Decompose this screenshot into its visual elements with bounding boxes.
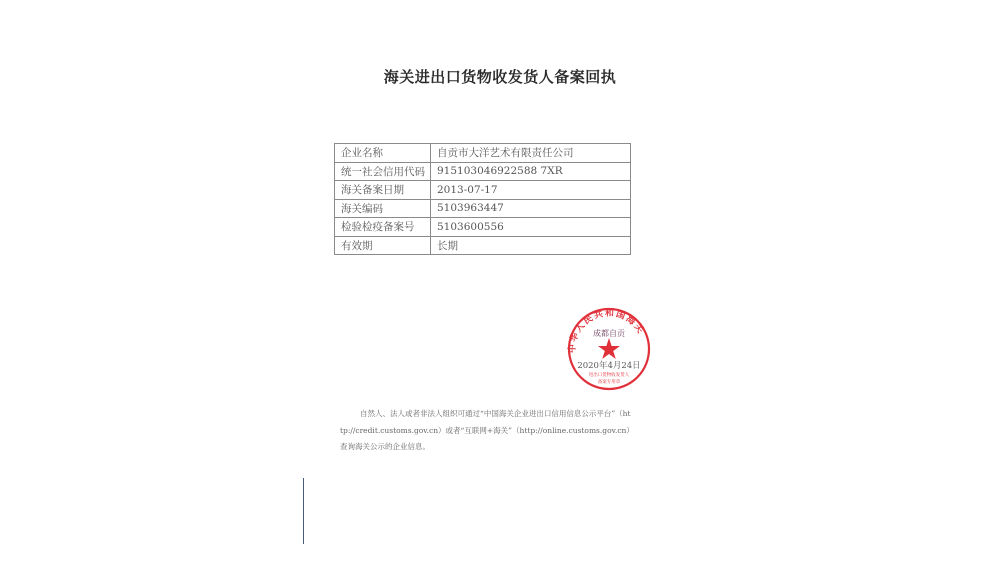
notice-line: tp://credit.customs.gov.cn）或者“互联网+海关”（http://online.customs.gov.cn） [340, 425, 634, 435]
seal-office: 成都自贡 [593, 329, 625, 338]
row-value: 长期 [431, 236, 631, 255]
seal-bottom-line2: 备案专用章 [597, 380, 621, 385]
row-label: 统一社会信用代码 [335, 162, 431, 181]
table-row [335, 162, 631, 181]
seal-bottom-line1: 进出口货物收发货人 [588, 373, 630, 378]
seal-ring-text: 中华人民共和国海关 [567, 308, 646, 354]
table-row [335, 144, 631, 163]
row-label: 海关编码 [335, 199, 431, 218]
notice-paragraph [340, 406, 660, 456]
row-value: 915103046922588 7XR [431, 162, 631, 181]
document-title: 海关进出口货物收发货人备案回执 [383, 68, 617, 86]
official-seal-stamp [566, 306, 652, 392]
star-icon [598, 338, 620, 359]
row-label: 企业名称 [335, 144, 431, 163]
table-row [335, 218, 631, 237]
table-row [335, 199, 631, 218]
scan-edge-line [303, 478, 304, 544]
row-label: 海关备案日期 [335, 181, 431, 200]
registration-info-table [334, 143, 631, 255]
row-label: 有效期 [335, 236, 431, 255]
table-row [335, 236, 631, 255]
row-label: 检验检疫备案号 [335, 218, 431, 237]
row-value: 自贡市大洋艺术有限责任公司 [431, 144, 631, 163]
seal-date: 2020年4月24日 [577, 361, 641, 371]
notice-line: 查询海关公示的企业信息。 [340, 442, 430, 451]
row-value: 2013-07-17 [431, 181, 631, 200]
notice-line: 自然人、法人或者非法人组织可通过“中国海关企业进出口信用信息公示平台”（ht [360, 409, 631, 418]
row-value: 5103600556 [431, 218, 631, 237]
table-row [335, 181, 631, 200]
row-value: 5103963447 [431, 199, 631, 218]
